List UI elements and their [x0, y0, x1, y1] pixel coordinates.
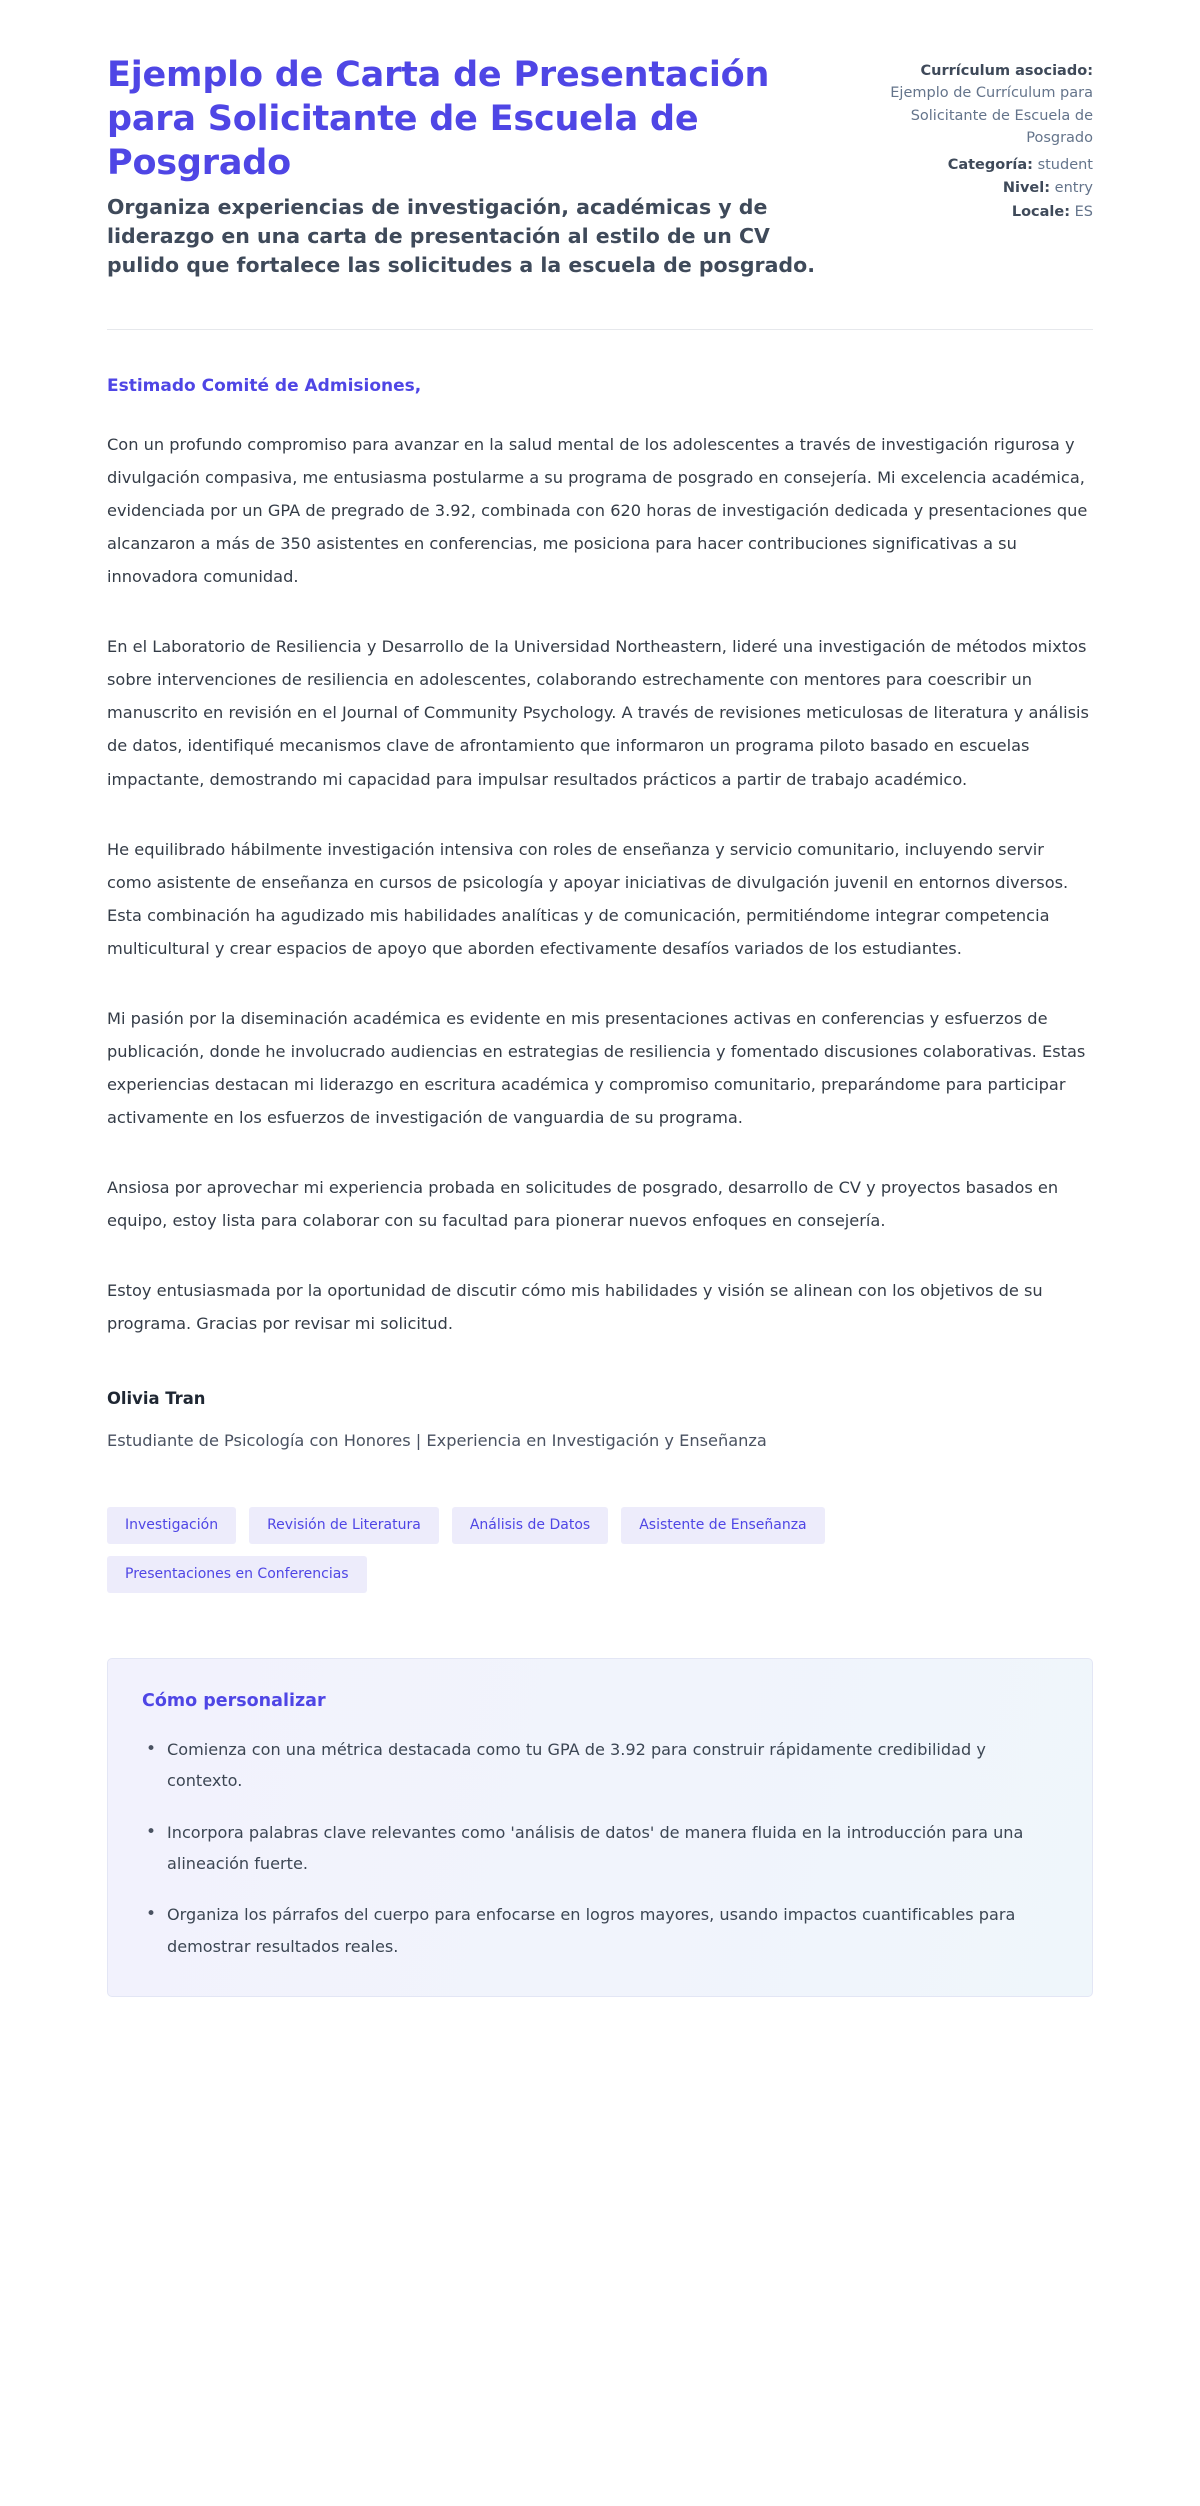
signature-block	[107, 1388, 1093, 1453]
skill-tag[interactable]: Revisión de Literatura	[249, 1507, 439, 1544]
metadata-level	[875, 177, 1093, 199]
skill-tag[interactable]: Análisis de Datos	[452, 1507, 608, 1544]
metadata-category-value: student	[1037, 156, 1093, 173]
callout-title: Cómo personalizar	[142, 1691, 326, 1712]
callout-tip-item: • Organiza los párrafos del cuerpo para enfocarse en logros mayores, usando impactos cuantificables para demostrar resultados reales.	[142, 1899, 1042, 1962]
letter-paragraphs	[107, 428, 1093, 1340]
header-title-block	[107, 54, 835, 281]
metadata-level-value: entry	[1054, 180, 1093, 197]
letter-paragraph: Con un profundo compromiso para avanzar en la salud mental de los adolescentes a través de investigación rigurosa y divulgación compasiva, me entusiasma postularme a su programa de posgrado en consejería. Mi excelencia académica, evidenciada por un GPA de pregrado de 3.92, combinada con 620 horas de investigación dedicada y presentaciones que alcanzaron a más de 350 asistentes en conferencias, me posiciona para hacer contribuciones significativas a su innovadora comunidad.	[107, 435, 1088, 587]
skill-tag-list	[107, 1507, 967, 1593]
letter-paragraph: He equilibrado hábilmente investigación intensiva con roles de enseñanza y servicio comunitario, incluyendo servir como asistente de enseñanza en cursos de psicología y apoyar iniciativas de divulgación juvenil en entornos diversos. Esta combinación ha agudizado mis habilidades analíticas y de comunicación, permitiéndome integrar competencia multicultural y crear espacios de apoyo que aborden efectivamente desafíos variados de los estudiantes.	[107, 839, 1069, 958]
metadata-locale	[875, 201, 1093, 223]
signature-name: Olivia Tran	[107, 1389, 206, 1409]
metadata-locale-label: Locale:	[1011, 203, 1071, 220]
letter-salutation: Estimado Comité de Admisiones,	[107, 375, 422, 396]
page-title: Ejemplo de Carta de Presentación para Solicitante de Escuela de Posgrado	[107, 55, 770, 183]
skill-tag[interactable]: Investigación	[107, 1507, 236, 1544]
page-subtitle: Organiza experiencias de investigación, académicas y de liderazgo en una carta de presentación al estilo de un CV pulido que fortalece las solicitudes a la escuela de posgrado.	[107, 195, 815, 278]
callout-tip-item: • Incorpora palabras clave relevantes como 'análisis de datos' de manera fluida en la introducción para una alineación fuerte.	[142, 1817, 1042, 1880]
document-header	[107, 54, 1093, 281]
customization-callout	[107, 1658, 1093, 1997]
callout-tip-list	[142, 1734, 1058, 1962]
letter-paragraph: Mi pasión por la diseminación académica es evidente en mis presentaciones activas en conferencias y esfuerzos de publicación, donde he involucrado audiencias en estrategias de resiliencia y fomentado discusiones colaborativas. Estas experiencias destacan mi liderazgo en escritura académica y compromiso comunitario, preparándome para participar activamente en los esfuerzos de investigación de vanguardia de su programa.	[107, 1008, 1086, 1127]
metadata-category-label: Categoría:	[947, 156, 1033, 173]
metadata-associated-resume	[875, 60, 1093, 150]
metadata-panel	[875, 54, 1093, 224]
metadata-associated-resume-label: Currículum asociado:	[920, 63, 1093, 79]
metadata-associated-resume-value: Ejemplo de Currículum para Solicitante de Escuela de Posgrado	[890, 85, 1093, 147]
letter-paragraph: Estoy entusiasmada por la oportunidad de discutir cómo mis habilidades y visión se alinean con los objetivos de su programa. Gracias por revisar mi solicitud.	[107, 1281, 1043, 1334]
metadata-locale-value: ES	[1074, 203, 1093, 220]
metadata-category	[875, 154, 1093, 176]
letter-paragraph: En el Laboratorio de Resiliencia y Desarrollo de la Universidad Northeastern, lideré una investigación de métodos mixtos sobre intervenciones de resiliencia en adolescentes, colaborando estrechamente con mentores para coescribir un manuscrito en revisión en el Journal of Community Psychology. A través de revisiones meticulosas de literatura y análisis de datos, identifiqué mecanismos clave de afrontamiento que informaron un programa piloto basado en escuelas impactante, demostrando mi capacidad para impulsar resultados prácticos a partir de trabajo académico.	[107, 637, 1089, 789]
metadata-level-label: Nivel:	[1002, 180, 1051, 197]
signature-tagline: Estudiante de Psicología con Honores | Experiencia en Investigación y Enseñanza	[107, 1431, 767, 1451]
callout-tip-item: • Comienza con una métrica destacada como tu GPA de 3.92 para construir rápidamente credibilidad y contexto.	[142, 1734, 1042, 1797]
letter-paragraph: Ansiosa por aprovechar mi experiencia probada en solicitudes de posgrado, desarrollo de CV y proyectos basados en equipo, estoy lista para colaborar con su facultad para pionerar nuevos enfoques en consejería.	[107, 1177, 1059, 1230]
letter-body	[107, 330, 1093, 1998]
skill-tag[interactable]: Presentaciones en Conferencias	[107, 1556, 367, 1593]
skill-tag[interactable]: Asistente de Enseñanza	[621, 1507, 824, 1544]
